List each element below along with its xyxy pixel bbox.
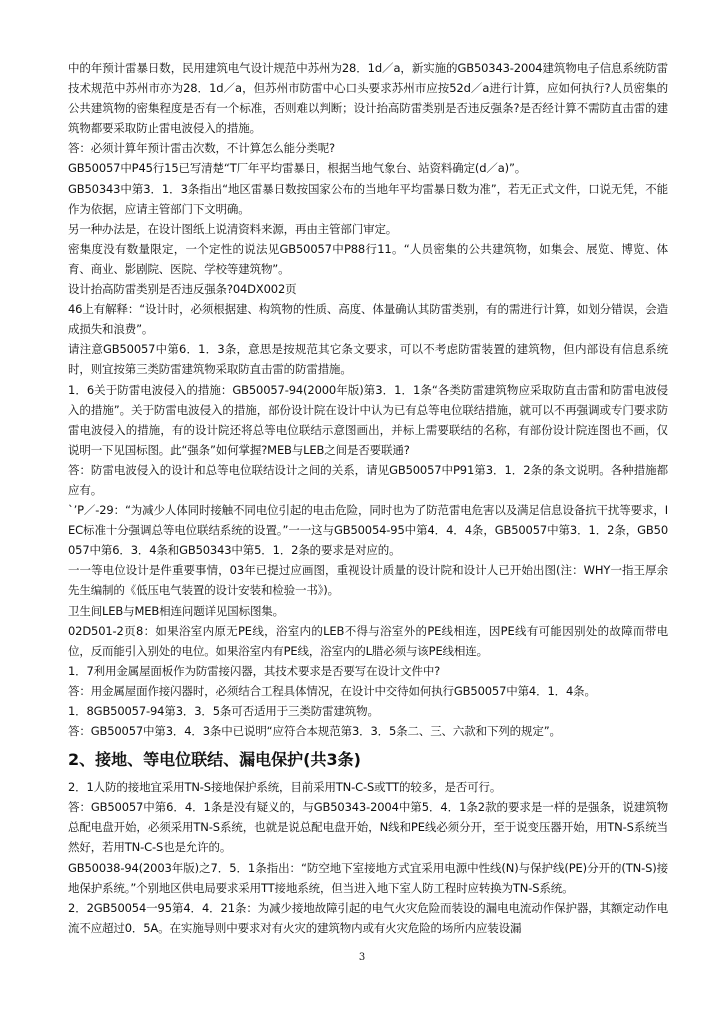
paragraph: 答：防雷电波侵入的设计和总等电位联结设计之间的关系，请见GB50057中P91第3．1．2条的条文说明。各种措施都应有。 bbox=[68, 462, 668, 497]
paragraph: 46上有解释：“设计时，必须根据建、构筑物的性质、高度、体量确认其防雷类别，有的需进行计算，如划分错误，会造成损失和浪费”。 bbox=[68, 302, 668, 337]
paragraph: 2．1人防的接地宜采用TN-S接地保护系统，目前采用TN-C-S或TT的较多，是否可行。 bbox=[68, 780, 502, 795]
paragraph: 答：GB50057中第6．4．1条是没有疑义的，与GB50343-2004中第5．4．1条2款的要求是一样的是强条，说建筑物总配电盘开始，必须采用TN-S系统，也就是说总配电盘开始，N线和PE线必须分开，至于说变压器开始，用TN-S系统当然好，若用TN-C-S也是允许的。 bbox=[68, 800, 668, 855]
paragraph: 2．2GB50054一95第4．4．21条：为减少接地故障引起的电气火灾危险而装设的漏电电流动作保护器，其额定动作电流不应超过0．5A。在实施导则中要求对有火灾的建筑物内或有火灾危险的场所内应装设漏 bbox=[68, 900, 668, 935]
paragraph: 答：必须计算年预计雷击次数，不计算怎么能分类呢? bbox=[68, 141, 336, 156]
paragraph: 02D501-2页8：如果浴室内原无PE线，浴室内的LEB不得与浴室外的PE线相连，因PE线有可能因别处的故障而带电位，反而能引入别处的电位。如果浴室内有PE线，浴室内的L腊必须与该PE线相连。 bbox=[68, 623, 668, 658]
paragraph-group-top bbox=[68, 58, 668, 741]
paragraph: 中的年预计雷暴日数，民用建筑电气设计规范中苏州为28．1d／a，新实施的GB50343-2004建筑物电子信息系统防雷技术规范中苏州市亦为28．1d／a，但苏州市防雷中心口头要求苏州市应按52d／a进行计算，应如何执行?人员密集的公共建筑物的密集程度是否有一个标准，否则难以判断；设计抬高防雷类别是否违反强条?是否经计算不需防直击雷的建筑物都要采取防止雷电波侵入的措施。 bbox=[68, 61, 668, 136]
paragraph: `’P／-29：“为减少人体同时接触不同电位引起的电击危险，同时也为了防范雷电危害以及满足信息设备抗干扰等要求，IEC标准十分强调总等电位联结系统的设置。”一一这与GB50054-95中第4．4．4条，GB50057中第3．1．2条，GB50057中第6．3．4条和GB50343中第5．1．2条的要求是对应的。 bbox=[68, 503, 668, 558]
paragraph: 密集度没有数量限定，一个定性的说法见GB50057中P88行11。“人员密集的公共建筑物，如集会、展览、博览、体育、商业、影剧院、医院、学校等建筑物”。 bbox=[68, 241, 668, 276]
paragraph: 答：用金属屋面作接闪器时，必须结合工程具体情况，在设计中交待如何执行GB50057中第4．1．4条。 bbox=[68, 683, 596, 698]
paragraph: 1．7利用金属屋面板作为防雷接闪器，其技术要求是否要写在设计文件中? bbox=[68, 663, 441, 678]
paragraph: 1．8GB50057-94第3．3．5条可否适用于三类防雷建筑物。 bbox=[68, 704, 379, 718]
section-heading: 2、接地、等电位联结、漏电保护(共3条) bbox=[68, 750, 361, 770]
paragraph: GB50038-94(2003年版)之7．5．1条指出：“防空地下室接地方式宜采用电源中性线(N)与保护线(PE)分开的(TN-S)接地保护系统。”个别地区供电局要求采用TT接地系统，但当进入地下室人防工程时应转换为TN-S系统。 bbox=[68, 860, 668, 895]
paragraph: GB50057中P45行15已写清楚“T厂年平均雷暴日，根据当地气象台、站资料确定(d／a)”。 bbox=[68, 161, 527, 176]
paragraph-group-bottom bbox=[68, 777, 668, 938]
paragraph: 答：GB50057中第3．4．3条中已说明“应符合本规范第3．3．5条二、三、六款和下列的规定”。 bbox=[68, 724, 561, 739]
paragraph: 设计抬高防雷类别是否违反强条?04DX002页 bbox=[68, 282, 297, 297]
page-number: 3 bbox=[358, 952, 366, 963]
paragraph: 另一种办法是，在设计图纸上说清资料来源，再由主管部门审定。 bbox=[68, 221, 398, 236]
paragraph: 请注意GB50057中第6．1．3条，意思是按规范其它条文要求，可以不考虑防雷装置的建筑物，但内部设有信息系统时，则宜按第三类防雷建筑物采取防直击雷的防雷措施。 bbox=[68, 342, 668, 377]
paragraph: GB50343中第3．1．3条指出“地区雷暴日数按国家公布的当地年平均雷暴日数为准”，若无正式文件，口说无凭，不能作为依据，应请主管部门下文明确。 bbox=[68, 181, 668, 216]
paragraph: 卫生间LEB与MEB相连问题详见国标图集。 bbox=[68, 603, 284, 618]
paragraph: 1．6关于防雷电波侵入的措施：GB50057-94(2000年版)第3．1．1条“各类防雷建筑物应采取防直击雷和防雷电波侵入的措施”。关于防雷电波侵入的措施，部份设计院在设计中认为已有总等电位联结措施，就可以不再强调或专门要求防雷电波侵入的措施，有的设计院还将总等电位联结示意图画出，并标上需要联结的名称，有部份设计院连图也不画，仅说明一下见国标图。此“强条”如何掌握?MEB与LEB之间是否要联通? bbox=[68, 382, 668, 457]
paragraph: 一一等电位设计是件重要事情，03年已提过应画图，重视设计质量的设计院和设计人已开始出图(注：WHY一指王厚余先生编制的《低压电气装置的设计安装和检验一书》)。 bbox=[68, 563, 668, 598]
page-content bbox=[68, 58, 668, 938]
